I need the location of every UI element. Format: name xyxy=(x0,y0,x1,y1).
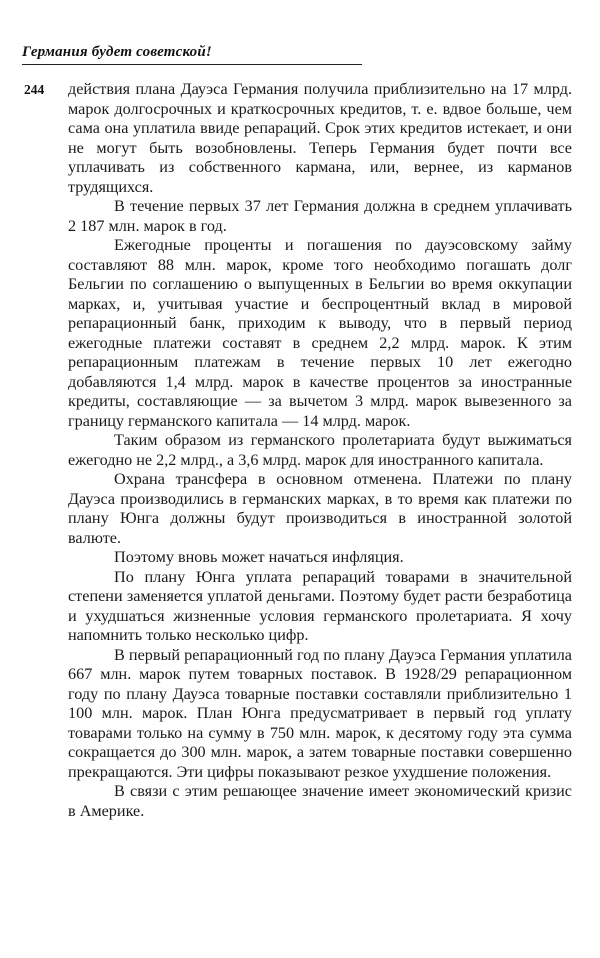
running-title: Германия будет советской! xyxy=(22,44,212,60)
page-number: 244 xyxy=(24,82,45,97)
paragraph-3: Ежегодные проценты и погашения по дауэсовскому займу составляют 88 млн. марок, кроме того необходимо погашать долг Бельгии по соглашению о выпущенных в Бельгии во время оккупации марках, и, учитывая участие и беспроцентный вклад в мировой репарационный банк, приходим к выводу, что в первый период ежегодные платежи составят в среднем 2,2 млрд. марок. К этим репарационным платежам в течение первых 10 лет ежегодно добавляются 1,4 млрд. марок в качестве процентов за иностранные кредиты, составляющие — за вычетом 3 млрд. марок вывезенного за границу германского капитала — 14 млрд. марок. xyxy=(68,236,572,430)
paragraph-2: В течение первых 37 лет Германия должна в среднем уплачивать 2 187 млн. марок в год. xyxy=(68,197,572,235)
paragraph-6: Поэтому вновь может начаться инфляция. xyxy=(114,548,404,566)
paragraph-1: действия плана Дауэса Германия получила приблизительно на 17 млрд. марок долгосрочных и краткосрочных кредитов, т. е. вдвое больше, чем сама она уплатила ввиде репараций. Срок этих кредитов истекает, и они не могут быть возобновлены. Теперь Германия будет почти все уплачивать из собственного кармана, или, вернее, из карманов трудящихся. xyxy=(68,80,572,196)
paragraph-7: По плану Юнга уплата репараций товарами в значительной степени заменяется уплатой деньгами. Поэтому будет расти безработица и ухудшаться жизненные условия германского пролетариата. Я хочу напомнить только несколько цифр. xyxy=(68,567,572,644)
paragraph-9: В связи с этим решающее значение имеет экономический кризис в Америке. xyxy=(68,782,572,820)
header-rule xyxy=(22,64,362,65)
paragraph-4: Таким образом из германского пролетариата будут выжиматься ежегодно не 2,2 млрд., а 3,6 млрд. марок для иностранного капитала. xyxy=(68,431,572,469)
paragraph-8: В первый репарационный год по плану Дауэса Германия уплатила 667 млн. марок путем товарных поставок. В 1928/29 репарационном году по плану Дауэса товарные поставки составляли приблизительно 1 100 млн. марок. План Юнга предусматривает в первый год уплату товарами только на сумму в 750 млн. марок, к десятому году эта сумма сокращается до 300 млн. марок, а затем товарные поставки совершенно прекращаются. Эти цифры показывают резкое ухудшение положения. xyxy=(68,645,572,781)
paragraph-5: Охрана трансфера в основном отменена. Платежи по плану Дауэса производились в германских марках, в то время как платежи по плану Юнга должны будут производиться в иностранной золотой валюте. xyxy=(68,470,572,547)
body-text xyxy=(68,80,572,821)
